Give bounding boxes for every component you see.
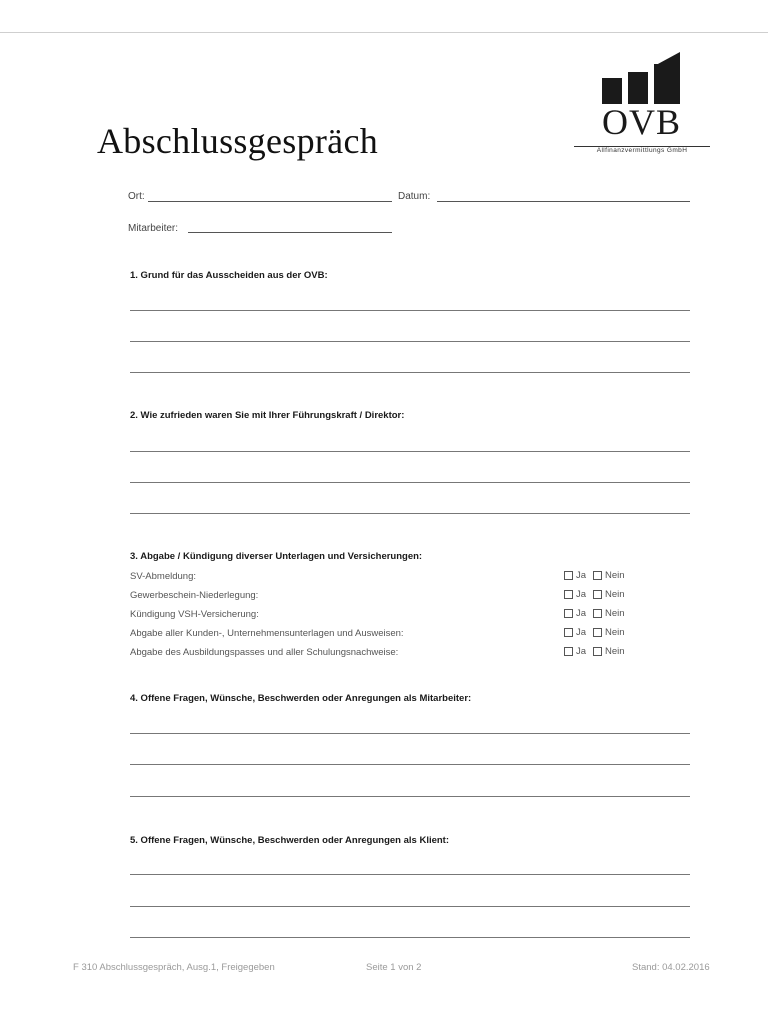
section-5-heading: 5. Offene Fragen, Wünsche, Beschwerden oder Anregungen als Klient: — [130, 835, 450, 846]
section-4-line[interactable] — [130, 733, 690, 734]
checklist-item-sv-abmeldung: SV-Abmeldung: — [130, 571, 197, 582]
nein-checkbox[interactable] — [593, 608, 625, 619]
section-2-line[interactable] — [130, 513, 690, 514]
mitarbeiter-label: Mitarbeiter: — [128, 223, 179, 234]
section-5-line[interactable] — [130, 874, 690, 875]
nein-checkbox[interactable] — [593, 589, 625, 600]
footer-page-number: Seite 1 von 2 — [366, 962, 422, 973]
ja-label: Ja — [576, 589, 587, 600]
section-2-heading: 2. Wie zufrieden waren Sie mit Ihrer Führungskraft / Direktor: — [130, 410, 405, 421]
checkbox-icon — [593, 571, 602, 580]
ja-label: Ja — [576, 627, 587, 638]
ja-label: Ja — [576, 608, 587, 619]
section-2-line[interactable] — [130, 482, 690, 483]
datum-label: Datum: — [398, 191, 431, 202]
section-1-line[interactable] — [130, 372, 690, 373]
section-3-heading: 3. Abgabe / Kündigung diverser Unterlagen und Versicherungen: — [130, 551, 423, 562]
ja-checkbox[interactable] — [564, 646, 586, 657]
ort-field[interactable] — [148, 201, 392, 202]
footer-form-id: F 310 Abschlussgespräch, Ausg.1, Freigegeben — [73, 962, 275, 973]
nein-label: Nein — [605, 570, 625, 581]
checkbox-icon — [564, 571, 573, 580]
nein-checkbox[interactable] — [593, 570, 625, 581]
page-title: Abschlussgespräch — [97, 121, 379, 161]
nein-label: Nein — [605, 646, 625, 657]
checkbox-icon — [564, 628, 573, 637]
checkbox-icon — [593, 628, 602, 637]
checklist-item-kundenunterlagen: Abgabe aller Kunden-, Unternehmensunterlagen und Ausweisen: — [130, 628, 404, 639]
logo-bar-1 — [602, 78, 622, 104]
section-1-heading: 1. Grund für das Ausscheiden aus der OVB: — [130, 270, 328, 281]
section-5-line[interactable] — [130, 906, 690, 907]
ja-checkbox[interactable] — [564, 627, 586, 638]
section-1-line[interactable] — [130, 310, 690, 311]
checkbox-icon — [593, 590, 602, 599]
nein-label: Nein — [605, 627, 625, 638]
checklist-item-gewerbeschein: Gewerbeschein-Niederlegung: — [130, 590, 259, 601]
nein-checkbox[interactable] — [593, 646, 625, 657]
section-2-line[interactable] — [130, 451, 690, 452]
checkbox-icon — [564, 590, 573, 599]
section-5-line[interactable] — [130, 937, 690, 938]
ja-checkbox[interactable] — [564, 589, 586, 600]
footer-date: Stand: 04.02.2016 — [632, 962, 710, 973]
section-4-line[interactable] — [130, 796, 690, 797]
logo-wordmark: OVB — [602, 102, 682, 142]
logo-bar-2 — [628, 72, 648, 104]
ja-label: Ja — [576, 570, 587, 581]
nein-checkbox[interactable] — [593, 627, 625, 638]
checkbox-icon — [564, 647, 573, 656]
ja-label: Ja — [576, 646, 587, 657]
top-edge-line — [0, 32, 768, 33]
ovb-logo — [572, 50, 712, 160]
section-4-line[interactable] — [130, 764, 690, 765]
checklist-item-ausbildungspass: Abgabe des Ausbildungspasses und aller Schulungsnachweise: — [130, 647, 399, 658]
ort-label: Ort: — [128, 191, 145, 202]
ja-checkbox[interactable] — [564, 570, 586, 581]
ja-checkbox[interactable] — [564, 608, 586, 619]
section-1-line[interactable] — [130, 341, 690, 342]
nein-label: Nein — [605, 589, 625, 600]
logo-tagline: Allfinanzvermittlungs GmbH — [596, 147, 688, 154]
checklist-item-vsh-versicherung: Kündigung VSH-Versicherung: — [130, 609, 259, 620]
checkbox-icon — [564, 609, 573, 618]
section-4-heading: 4. Offene Fragen, Wünsche, Beschwerden oder Anregungen als Mitarbeiter: — [130, 693, 472, 704]
checkbox-icon — [593, 609, 602, 618]
nein-label: Nein — [605, 608, 625, 619]
checkbox-icon — [593, 647, 602, 656]
logo-bar-4 — [656, 52, 680, 104]
mitarbeiter-field[interactable] — [188, 232, 392, 233]
datum-field[interactable] — [437, 201, 690, 202]
